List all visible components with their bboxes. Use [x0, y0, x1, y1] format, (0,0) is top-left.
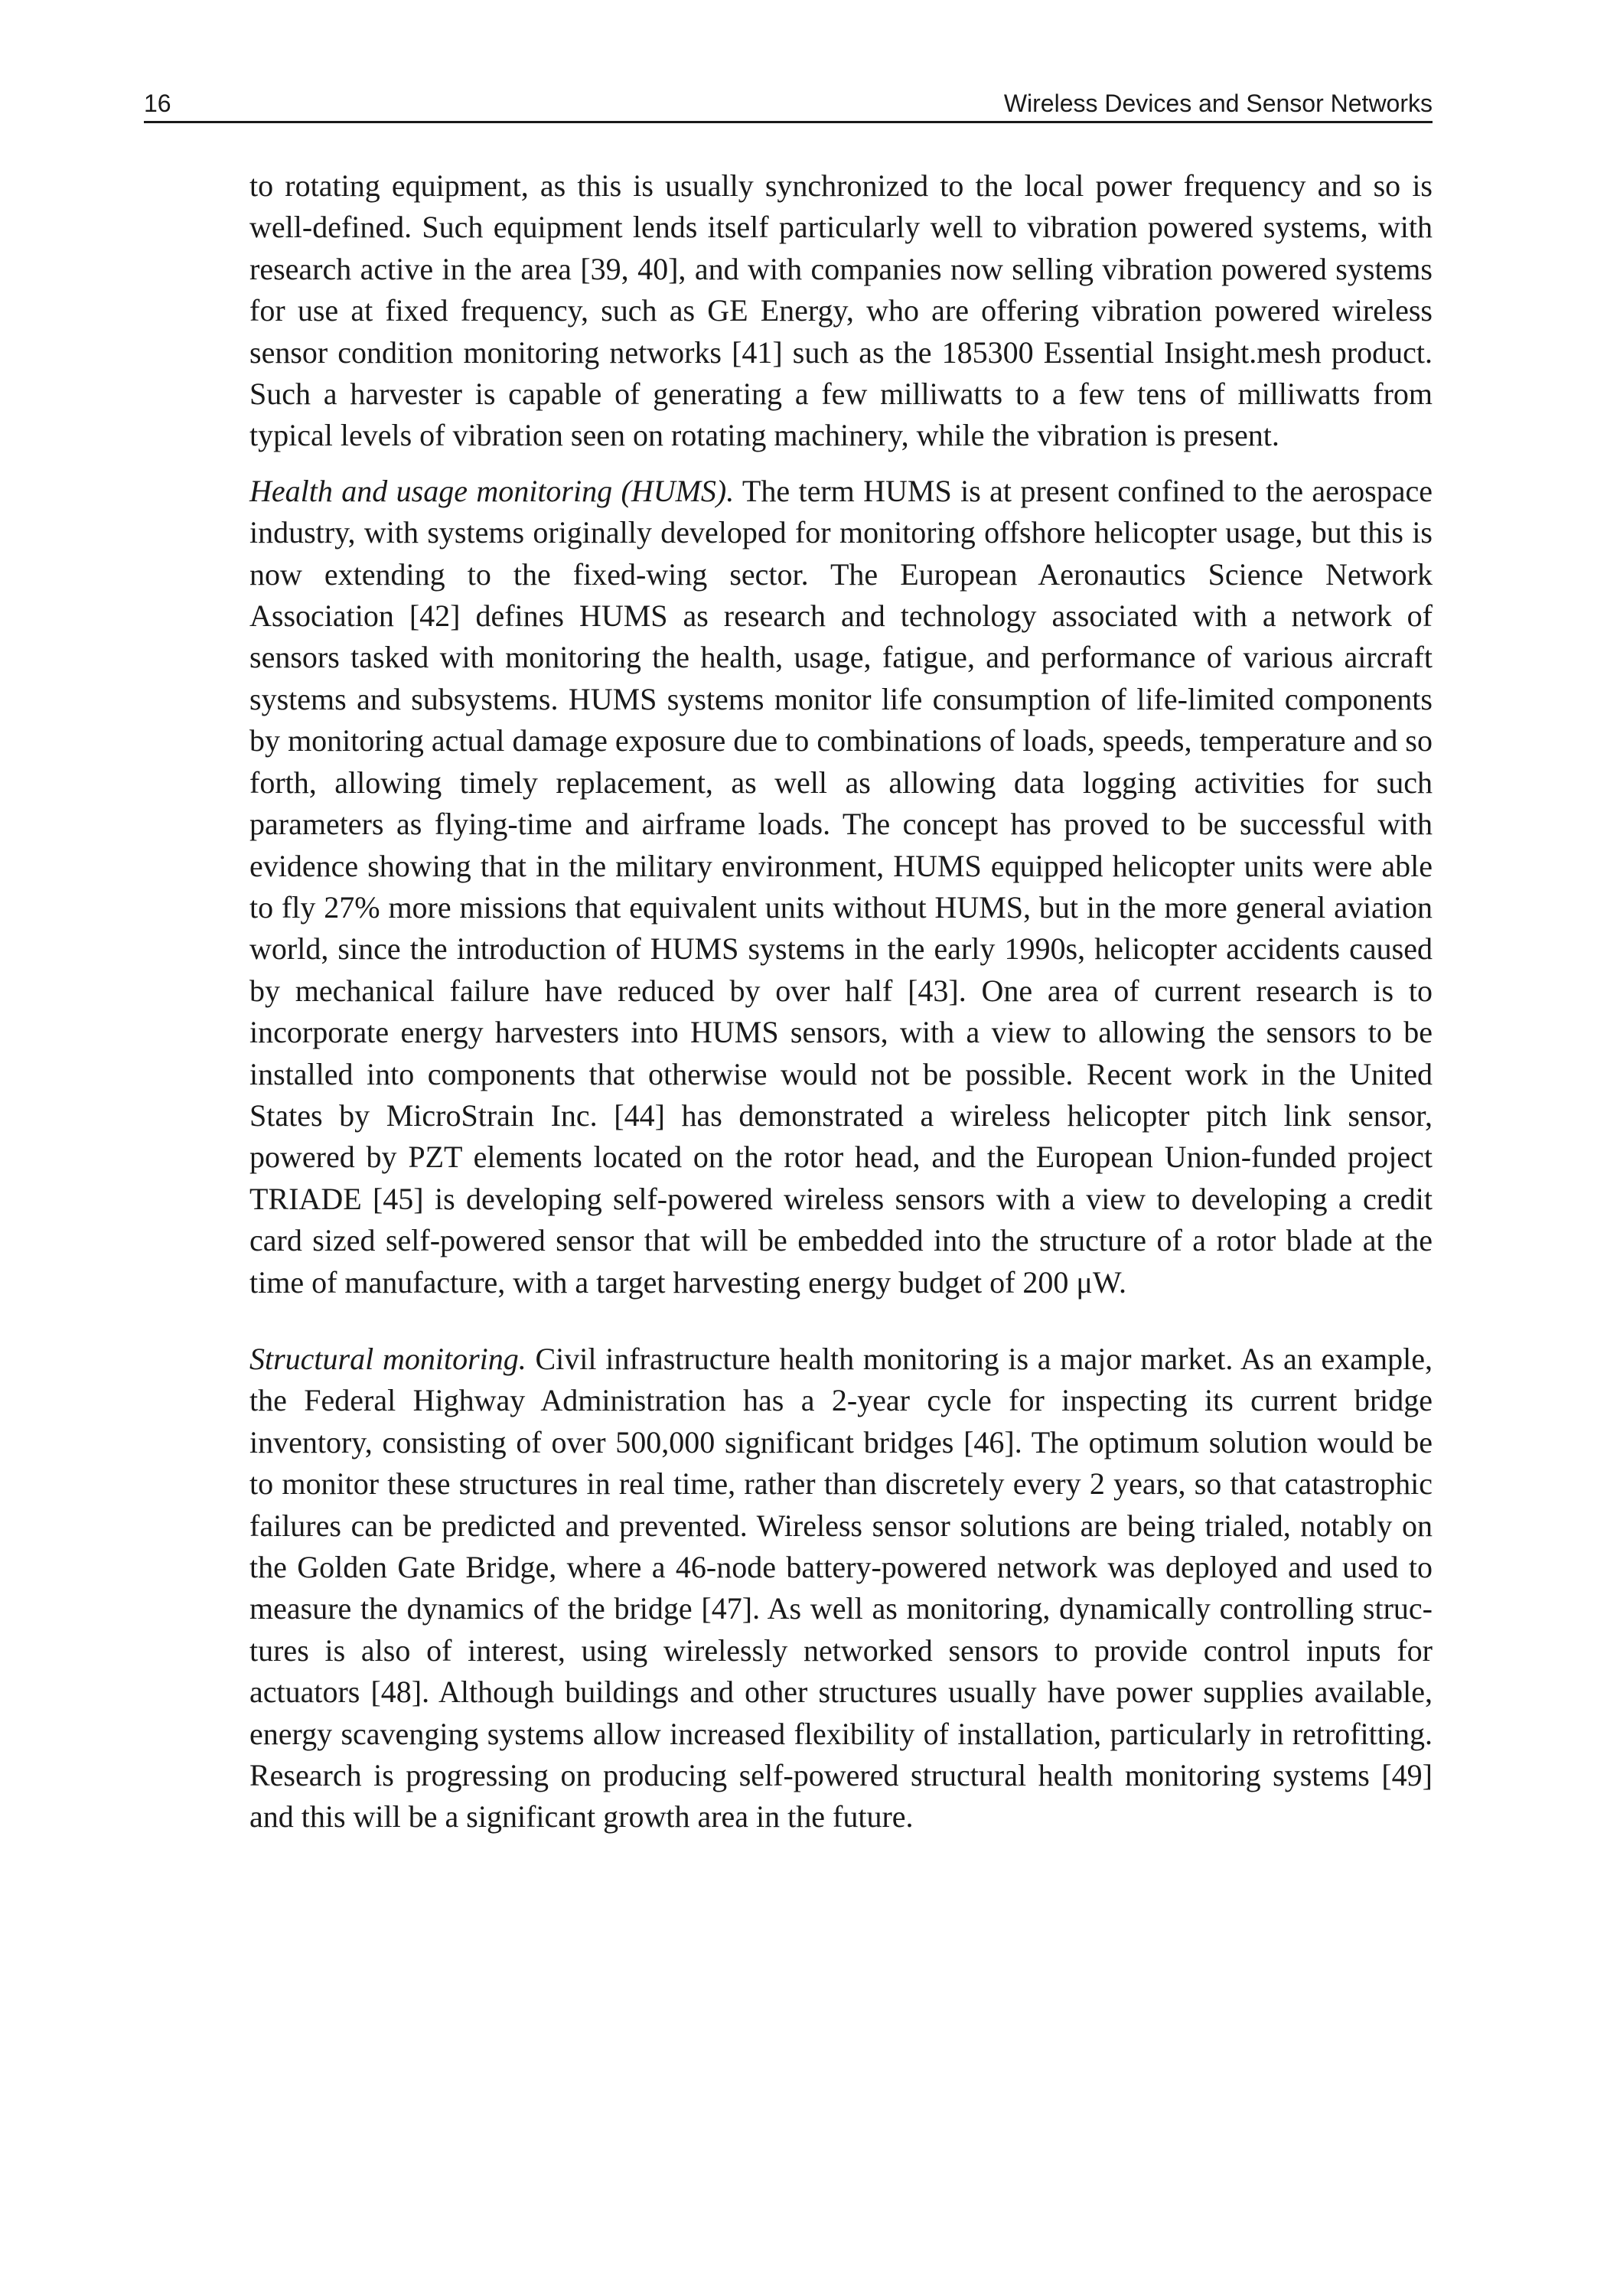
paragraph-text: Civil infrastructure health monitoring is a major market. As an example, the Federal Highway Administration has a 2-year cycle for inspecting its current bridge inventory, consisting of over 500,000 significant bridges [46]. The optimum solution would be to monitor these structures in real time, rather than discretely every 2 years, so that catastrophic failures can be predicted and prevented. Wireless sensor solutions are being trialed, notably on the Golden Gate Bridge, where a 46-node battery-powered network was deployed and used to measure the dynamics of the bridge [47]. As well as monitoring, dynamically controlling structures is also of interest, using wirelessly networked sensors to provide control inputs for actuators [48]. Although buildings and other structures usually have power supplies available, energy scavenging systems allow increased flexibility of installation, particularly in retrofitting. Research is progressing on producing self-powered structural health monitoring systems [49] and this will be a significant growth area in the future. — [249, 1341, 1433, 1835]
book-title: Wireless Devices and Sensor Networks — [1003, 90, 1433, 117]
page-number: 16 — [144, 90, 171, 117]
run-in-heading: Health and usage monitoring (HUMS). — [249, 473, 735, 508]
run-in-heading: Structural monitoring. — [249, 1341, 526, 1376]
paragraph-rotating-equipment — [249, 165, 1433, 457]
paragraph-structural-monitoring — [249, 1339, 1433, 1838]
running-head — [144, 86, 1433, 123]
paragraph-text: The term HUMS is at present confined to the aerospace industry, with systems originally developed for monitoring offshore helicopter usage, but this is now extending to the fixed-wing sector. The European Aeronautics Science Network Association [42] defines HUMS as research and technology associated with a network of sensors tasked with monitoring the health, usage, fatigue, and performance of various aircraft systems and subsystems. HUMS systems monitor life consumption of life-limited components by monitoring actual damage exposure due to combinations of loads, speeds, temperature and so forth, allowing timely replacement, as well as allowing data logging activities for such parameters as flying-time and airframe loads. The concept has proved to be successful with evidence showing that in the military environment, HUMS equipped helicopter units were able to fly 27% more missions that equivalent units without HUMS, but in the more general aviation world, since the introduction of HUMS systems in the early 1990s, helicopter accidents caused by mechanical failure have reduced by over half [43]. One area of current research is to incorporate energy harvesters into HUMS sensors, with a view to allowing the sensors to be installed into components that otherwise would not be possible. Recent work in the United States by MicroStrain Inc. [44] has demonstrated a wireless helicopter pitch link sensor, powered by PZT elements located on the rotor head, and the European Union-funded project TRIADE [45] is developing self-powered wireless sensors with a view to developing a credit card sized self-powered sensor that will be embedded into the structure of a rotor blade at the time of manufacture, with a target harvesting energy budget of 200 μW. — [249, 473, 1433, 1300]
body-text — [249, 165, 1433, 1838]
paragraph-text: to rotating equipment, as this is usually synchronized to the local power frequency and so is well-defined. Such equipment lends itself particularly well to vibration powered systems, with research active in the area [39, 40], and with companies now selling vibration powered systems for use at fixed frequency, such as GE Energy, who are offering vibration powered wireless sensor condition monitoring networks [41] such as the 185300 Essential Insight.mesh product. Such a harvester is capable of generating a few milliwatts to a few tens of milliwatts from typical levels of vibration seen on rotating machinery, while the vibration is present. — [249, 168, 1433, 453]
paragraph-hums — [249, 471, 1433, 1303]
